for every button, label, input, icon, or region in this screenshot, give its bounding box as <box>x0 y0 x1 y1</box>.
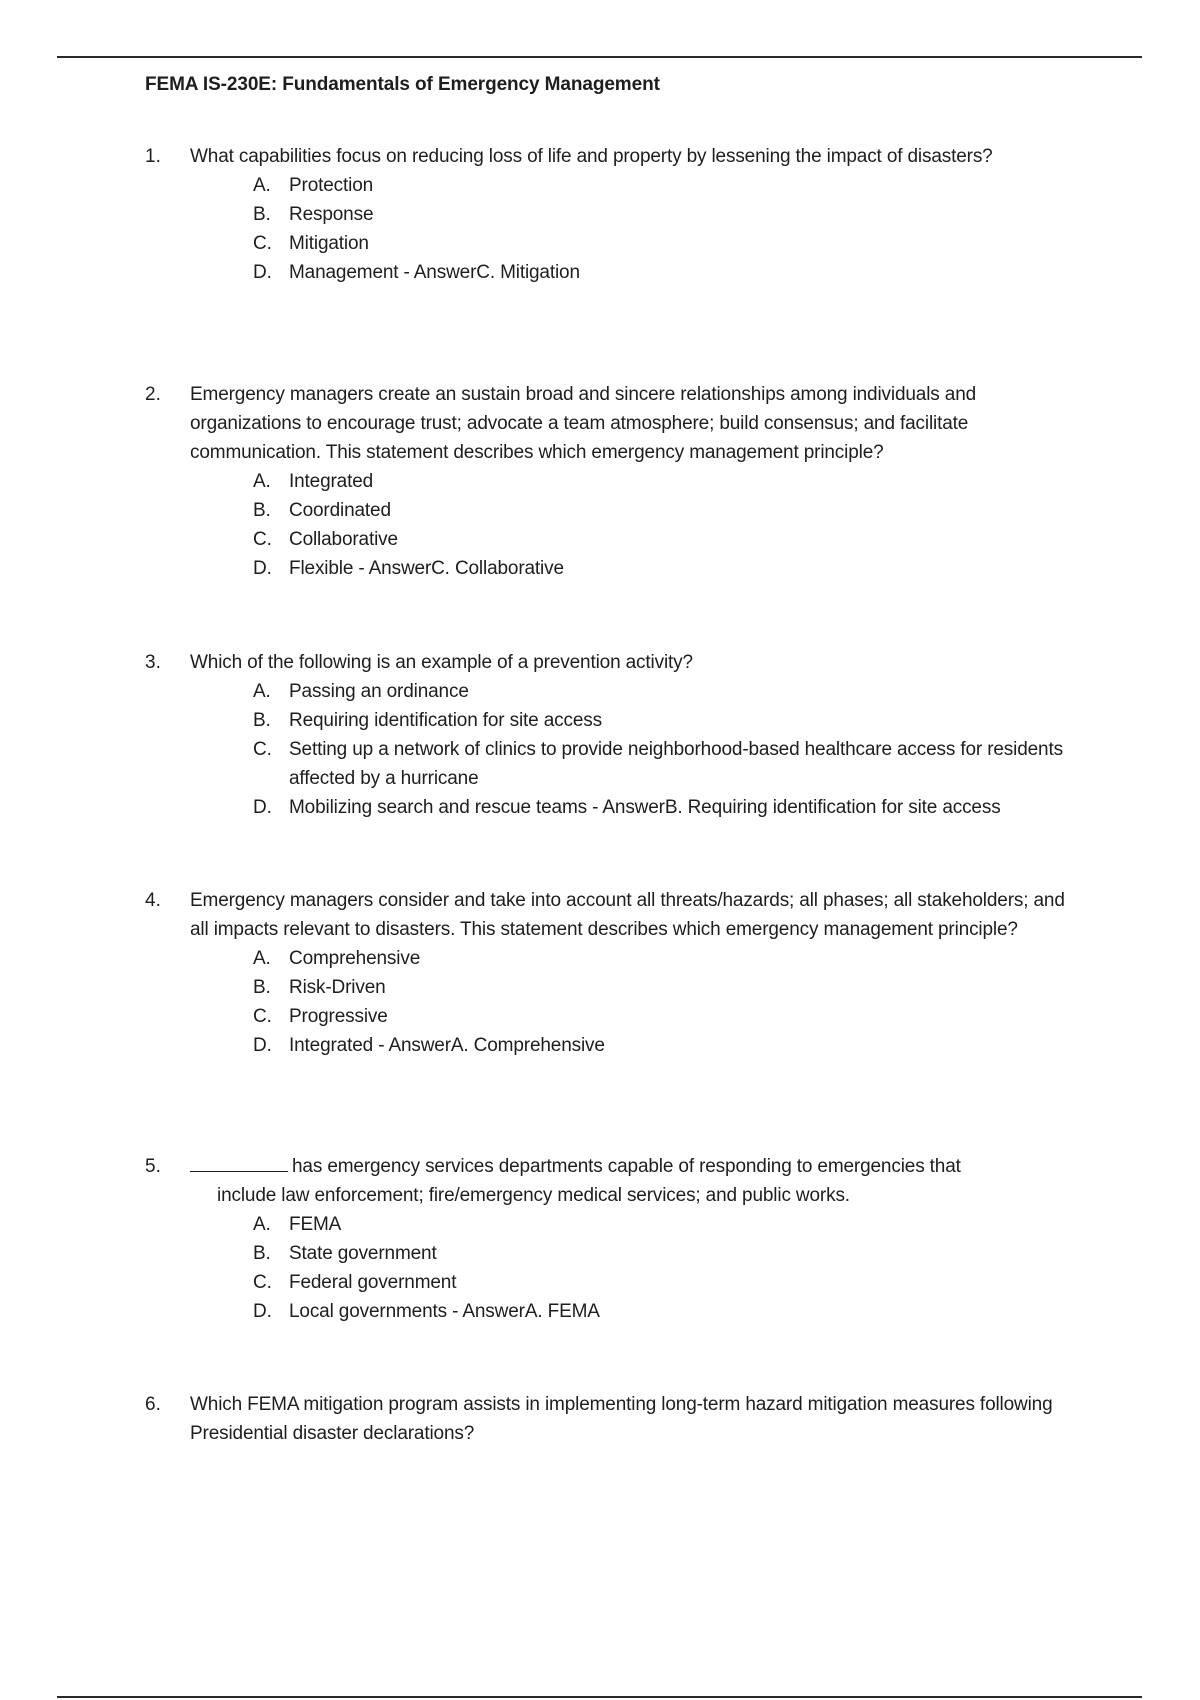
option-letter: D. <box>253 1301 272 1322</box>
option-d <box>253 258 1080 287</box>
question-number: 6. <box>145 1394 161 1415</box>
option-c <box>253 525 1080 554</box>
option-letter: A. <box>253 681 271 702</box>
option-letter: D. <box>253 797 272 818</box>
option-text: Local governments - AnswerA. FEMA <box>289 1301 600 1322</box>
question-2 <box>145 380 1080 583</box>
option-letter: B. <box>253 500 271 521</box>
option-text: Comprehensive <box>289 948 421 969</box>
option-a <box>253 1210 1080 1239</box>
option-letter: C. <box>253 1272 272 1293</box>
option-letter: B. <box>253 1243 271 1264</box>
option-d <box>253 793 1080 822</box>
option-d <box>253 1297 1080 1326</box>
option-a <box>253 944 1080 973</box>
option-b <box>253 496 1080 525</box>
answer-blank <box>190 1153 288 1172</box>
option-text: State government <box>289 1243 437 1264</box>
top-rule <box>57 56 1142 58</box>
option-d <box>253 1031 1080 1060</box>
question-number: 5. <box>145 1156 161 1177</box>
option-text: FEMA <box>289 1214 342 1235</box>
option-text: Requiring identification for site access <box>289 710 602 731</box>
option-letter: C. <box>253 1006 272 1027</box>
question-number: 2. <box>145 384 161 405</box>
option-text: Response <box>289 204 374 225</box>
option-text: Management - AnswerC. Mitigation <box>289 262 580 283</box>
question-text-line-2: include law enforcement; fire/emergency medical services; and public works. <box>217 1185 850 1206</box>
option-text: Mobilizing search and rescue teams - AnswerB. Requiring identification for site access <box>289 797 1001 818</box>
option-b <box>253 973 1080 1002</box>
question-number: 1. <box>145 146 161 167</box>
option-b <box>253 706 1080 735</box>
option-text: Mitigation <box>289 233 369 254</box>
option-letter: A. <box>253 1214 271 1235</box>
option-a <box>253 467 1080 496</box>
question-4 <box>145 886 1080 1060</box>
option-letter: A. <box>253 948 271 969</box>
option-text: Risk-Driven <box>289 977 386 998</box>
option-a <box>253 171 1080 200</box>
option-b <box>253 1239 1080 1268</box>
question-text: has emergency services departments capable of responding to emergencies that <box>292 1156 961 1177</box>
option-d <box>253 554 1080 583</box>
option-text: Protection <box>289 175 374 196</box>
option-list <box>145 171 1080 287</box>
option-letter: D. <box>253 558 272 579</box>
option-list <box>145 1210 1080 1326</box>
option-letter: B. <box>253 204 271 225</box>
option-text: Integrated - AnswerA. Comprehensive <box>289 1035 605 1056</box>
bottom-rule <box>57 1696 1142 1698</box>
option-letter: A. <box>253 175 271 196</box>
question-text: What capabilities focus on reducing loss of life and property by lessening the impact of disasters? <box>190 146 993 167</box>
question-text: Which of the following is an example of a prevention activity? <box>190 652 693 673</box>
option-c <box>253 229 1080 258</box>
question-3 <box>145 648 1080 822</box>
option-letter: B. <box>253 977 271 998</box>
option-text: Federal government <box>289 1272 457 1293</box>
option-text: Passing an ordinance <box>289 681 469 702</box>
question-number: 4. <box>145 890 161 911</box>
option-c <box>253 735 1080 793</box>
option-letter: D. <box>253 1035 272 1056</box>
question-text: Emergency managers create an sustain broad and sincere relationships among individuals and organizations to encourage trust; advocate a team atmosphere; build consensus; and facilitate communication. This statement describes which emergency management principle? <box>190 384 977 463</box>
option-list <box>145 944 1080 1060</box>
option-a <box>253 677 1080 706</box>
option-text: Integrated <box>289 471 374 492</box>
question-text-line-1 <box>190 1152 1080 1181</box>
option-text: Coordinated <box>289 500 391 521</box>
option-letter: C. <box>253 529 272 550</box>
option-text: Progressive <box>289 1006 388 1027</box>
option-letter: C. <box>253 739 272 760</box>
option-letter: D. <box>253 262 272 283</box>
option-b <box>253 200 1080 229</box>
option-letter: C. <box>253 233 272 254</box>
question-text: Which FEMA mitigation program assists in implementing long-term hazard mitigation measures following Presidential disaster declarations? <box>190 1394 1053 1444</box>
option-c <box>253 1002 1080 1031</box>
option-letter: B. <box>253 710 271 731</box>
option-c <box>253 1268 1080 1297</box>
option-list <box>145 677 1080 822</box>
option-list <box>145 467 1080 583</box>
question-6 <box>145 1390 1080 1448</box>
option-text: Flexible - AnswerC. Collaborative <box>289 558 564 579</box>
question-text: Emergency managers consider and take into account all threats/hazards; all phases; all stakeholders; and all impacts relevant to disasters. This statement describes which emergency management principle? <box>190 890 1065 940</box>
document-title: FEMA IS-230E: Fundamentals of Emergency Management <box>145 74 660 95</box>
option-text: Collaborative <box>289 529 398 550</box>
question-1 <box>145 142 1080 287</box>
option-text: Setting up a network of clinics to provide neighborhood-based healthcare access for residents affected by a hurricane <box>289 739 1063 789</box>
question-5 <box>145 1152 1080 1326</box>
option-letter: A. <box>253 471 271 492</box>
question-number: 3. <box>145 652 161 673</box>
